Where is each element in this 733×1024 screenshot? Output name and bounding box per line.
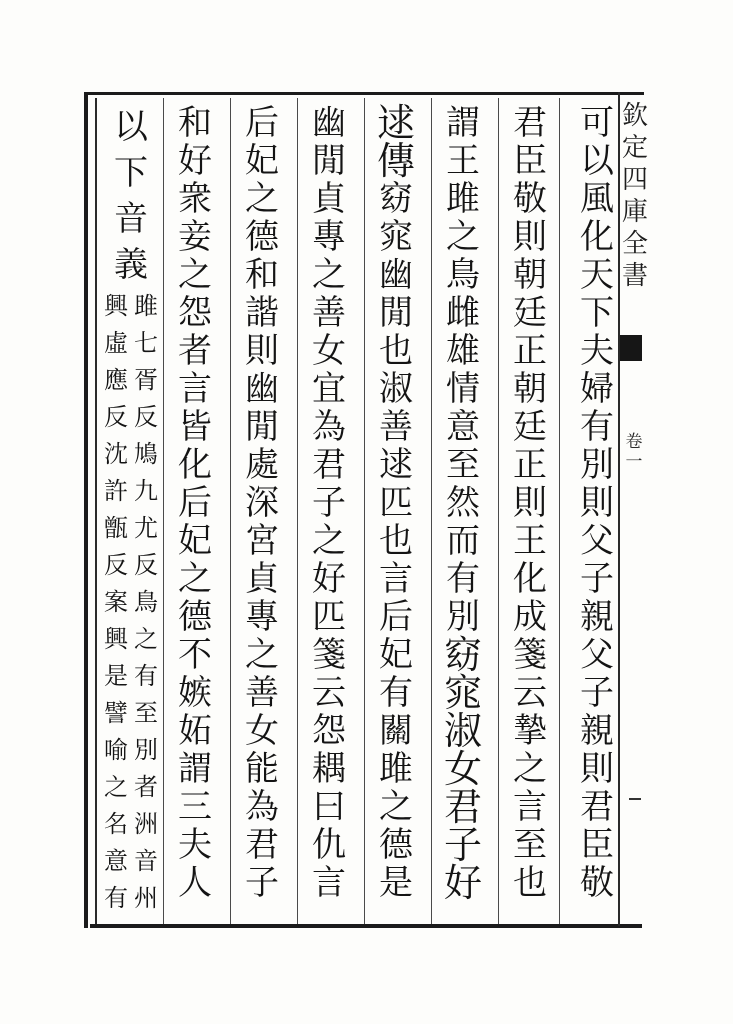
- text-char: 則: [245, 331, 279, 371]
- text-char: 淑: [379, 369, 413, 409]
- text-char: 深: [245, 483, 279, 523]
- margin-page-tick: [629, 798, 641, 800]
- text-char: 則: [513, 217, 547, 257]
- text-char: 逑: [376, 101, 415, 145]
- annotation-char: 興: [104, 292, 128, 320]
- text-char: 廷: [513, 293, 547, 333]
- annotation-row: [100, 732, 162, 769]
- text-char: 以: [114, 107, 148, 147]
- frame-left-inner-border: [95, 98, 97, 924]
- text-char: 為: [245, 787, 279, 827]
- annotation-row: [100, 584, 162, 621]
- text-char: 別: [446, 597, 480, 637]
- text-char: 成: [513, 597, 547, 637]
- text-char: 子: [312, 483, 346, 523]
- annotation-row: [100, 325, 162, 362]
- text-char: 別: [580, 445, 614, 485]
- text-char: 傳: [376, 139, 415, 183]
- text-char: 朝: [513, 369, 547, 409]
- text-char: 者: [178, 331, 212, 371]
- annotation-row: [100, 510, 162, 547]
- text-char: 之: [379, 787, 413, 827]
- text-char: 好: [312, 559, 346, 599]
- text-char: 妃: [245, 141, 279, 181]
- annotation-row: [100, 436, 162, 473]
- text-char: 德: [245, 217, 279, 257]
- text-char: 言: [312, 863, 346, 903]
- text-char: 貞: [245, 559, 279, 599]
- text-char: 王: [446, 141, 480, 181]
- text-char: 關: [379, 711, 413, 751]
- text-char: 幽: [312, 103, 346, 143]
- text-char: 王: [513, 521, 547, 561]
- text-char: 幽: [245, 369, 279, 409]
- text-char: 親: [580, 597, 614, 637]
- text-char: 之: [312, 521, 346, 561]
- text-char: 女: [245, 711, 279, 751]
- text-char: 好: [443, 861, 482, 905]
- text-column: [164, 104, 226, 920]
- annotation-char: 喻: [104, 736, 128, 764]
- text-char: 子: [443, 823, 482, 867]
- annotation-row: [100, 473, 162, 510]
- text-char: 是: [379, 863, 413, 903]
- annotation-char: 音: [134, 847, 158, 875]
- text-char: 德: [379, 825, 413, 865]
- text-char: 言: [178, 369, 212, 409]
- text-char: 廷: [513, 407, 547, 447]
- text-char: 謂: [178, 749, 212, 789]
- annotation-char: 九: [134, 477, 158, 505]
- annotation-char: 雎: [134, 292, 158, 320]
- text-column: [100, 104, 162, 920]
- text-char: 下: [114, 153, 148, 193]
- text-char: 箋: [312, 635, 346, 675]
- annotation-char: 胥: [134, 366, 158, 394]
- text-char: 雌: [446, 293, 480, 333]
- text-char: 匹: [379, 483, 413, 523]
- text-char: 謂: [446, 103, 480, 143]
- text-char: 窈: [443, 633, 482, 677]
- text-char: 意: [446, 407, 480, 447]
- annotation-row: [100, 769, 162, 806]
- text-char: 善: [245, 673, 279, 713]
- text-char: 淑: [443, 709, 482, 753]
- annotation-char: 興: [104, 625, 128, 653]
- text-char: 妬: [178, 711, 212, 751]
- text-char: 雎: [379, 749, 413, 789]
- annotation-char: 者: [134, 773, 158, 801]
- text-column: [231, 104, 293, 920]
- annotation-char: 反: [104, 403, 128, 431]
- text-char: 之: [446, 217, 480, 257]
- annotation-char: 有: [134, 662, 158, 690]
- text-char: 宜: [312, 369, 346, 409]
- text-char: 為: [312, 407, 346, 447]
- text-char: 子: [245, 863, 279, 903]
- text-char: 君: [580, 787, 614, 827]
- text-char: 人: [178, 863, 212, 903]
- annotation-char: 是: [104, 662, 128, 690]
- text-char: 妃: [178, 521, 212, 561]
- text-char: 閒: [245, 407, 279, 447]
- annotation-char: 甑: [104, 514, 128, 542]
- text-char: 臣: [580, 825, 614, 865]
- text-char: 言: [379, 559, 413, 599]
- text-char: 怨: [178, 293, 212, 333]
- margin-title-char: 全: [622, 229, 649, 259]
- text-char: 嫉: [178, 673, 212, 713]
- text-char: 言: [513, 787, 547, 827]
- text-column: [298, 104, 360, 920]
- text-char: 衆: [178, 179, 212, 219]
- text-char: 而: [446, 521, 480, 561]
- annotation-char: 州: [134, 884, 158, 912]
- annotation-char: 許: [104, 477, 128, 505]
- text-char: 后: [178, 483, 212, 523]
- text-char: 婦: [580, 369, 614, 409]
- text-char: 可: [580, 103, 614, 143]
- annotation-char: 案: [104, 588, 128, 616]
- text-char: 箋: [513, 635, 547, 675]
- text-char: 則: [513, 483, 547, 523]
- annotation-char: 別: [134, 736, 158, 764]
- text-char: 正: [513, 445, 547, 485]
- text-char: 父: [580, 635, 614, 675]
- text-char: 窕: [443, 671, 482, 715]
- text-char: 女: [312, 331, 346, 371]
- text-char: 親: [580, 711, 614, 751]
- text-char: 夫: [178, 825, 212, 865]
- text-char: 至: [446, 445, 480, 485]
- text-char: 宮: [245, 521, 279, 561]
- text-char: 雄: [446, 331, 480, 371]
- text-column: [499, 104, 561, 920]
- text-char: 貞: [312, 179, 346, 219]
- frame-top-border: [84, 92, 644, 95]
- text-char: 化: [178, 445, 212, 485]
- text-char: 然: [446, 483, 480, 523]
- annotation-row: [100, 658, 162, 695]
- text-char: 幽: [379, 255, 413, 295]
- text-char: 后: [379, 597, 413, 637]
- text-char: 不: [178, 635, 212, 675]
- text-char: 好: [178, 141, 212, 181]
- text-char: 風: [580, 179, 614, 219]
- annotation-char: 名: [104, 810, 128, 838]
- text-char: 曰: [312, 787, 346, 827]
- annotation-row: [100, 843, 162, 880]
- text-char: 處: [245, 445, 279, 485]
- text-char: 能: [245, 749, 279, 789]
- text-char: 下: [580, 293, 614, 333]
- text-char: 諧: [245, 293, 279, 333]
- text-char: 敬: [580, 863, 614, 903]
- text-char: 君: [312, 445, 346, 485]
- text-char: 則: [580, 483, 614, 523]
- text-char: 匹: [312, 597, 346, 637]
- text-char: 之: [312, 255, 346, 295]
- annotation-char: 尤: [134, 514, 158, 542]
- text-char: 有: [379, 673, 413, 713]
- text-char: 云: [312, 673, 346, 713]
- text-char: 至: [513, 825, 547, 865]
- annotation-row: [100, 288, 162, 325]
- text-char: 妃: [379, 635, 413, 675]
- text-char: 君: [245, 825, 279, 865]
- text-char: 也: [379, 521, 413, 561]
- margin-title-char: 定: [622, 133, 649, 163]
- text-char: 君: [443, 785, 482, 829]
- text-char: 子: [580, 559, 614, 599]
- text-char: 朝: [513, 255, 547, 295]
- text-char: 耦: [312, 749, 346, 789]
- text-char: 則: [580, 749, 614, 789]
- text-char: 天: [580, 255, 614, 295]
- annotation-char: 反: [134, 551, 158, 579]
- text-char: 皆: [178, 407, 212, 447]
- text-char: 怨: [312, 711, 346, 751]
- text-char: 化: [580, 217, 614, 257]
- annotation-char: 譬: [104, 699, 128, 727]
- margin-juan-char: 一: [625, 452, 643, 472]
- text-char: 以: [580, 141, 614, 181]
- text-char: 窕: [379, 217, 413, 257]
- margin-juan-char: 卷: [625, 432, 643, 452]
- annotation-row: [100, 621, 162, 658]
- text-char: 云: [513, 673, 547, 713]
- annotation-char: 有: [104, 884, 128, 912]
- annotation-char: 應: [104, 366, 128, 394]
- text-char: 雎: [446, 179, 480, 219]
- text-char: 有: [446, 559, 480, 599]
- text-column: [432, 104, 494, 920]
- text-char: 子: [580, 673, 614, 713]
- annotation-char: 反: [104, 551, 128, 579]
- annotation-row: [100, 695, 162, 732]
- text-char: 敬: [513, 179, 547, 219]
- text-char: 逑: [379, 445, 413, 485]
- annotation-char: 七: [134, 329, 158, 357]
- text-char: 之: [245, 635, 279, 675]
- text-char: 義: [114, 245, 148, 285]
- text-char: 仇: [312, 825, 346, 865]
- text-char: 鳥: [446, 255, 480, 295]
- text-char: 女: [443, 747, 482, 791]
- text-char: 德: [178, 597, 212, 637]
- annotation-char: 至: [134, 699, 158, 727]
- text-char: 有: [580, 407, 614, 447]
- text-char: 之: [245, 179, 279, 219]
- margin-title-char: 四: [622, 165, 649, 195]
- annotation-char: 意: [104, 847, 128, 875]
- text-char: 三: [178, 787, 212, 827]
- text-char: 專: [245, 597, 279, 637]
- text-char: 正: [513, 331, 547, 371]
- text-column: [365, 101, 427, 920]
- annotation-row: [100, 880, 162, 917]
- annotation-char: 鳥: [134, 588, 158, 616]
- text-char: 化: [513, 559, 547, 599]
- margin-title-char: 書: [622, 261, 649, 291]
- text-char: 也: [513, 863, 547, 903]
- text-char: 摯: [513, 711, 547, 751]
- text-char: 也: [379, 331, 413, 371]
- text-char: 和: [245, 255, 279, 295]
- text-char: 夫: [580, 331, 614, 371]
- margin-title-char: 庫: [622, 197, 649, 227]
- annotation-char: 反: [134, 403, 158, 431]
- text-char: 專: [312, 217, 346, 257]
- text-char: 善: [312, 293, 346, 333]
- annotation-char: 虛: [104, 329, 128, 357]
- margin-title-char: 欽: [622, 101, 649, 131]
- annotation-char: 之: [104, 773, 128, 801]
- text-char: 臣: [513, 141, 547, 181]
- text-column: [566, 104, 628, 920]
- text-char: 父: [580, 521, 614, 561]
- text-char: 君: [513, 103, 547, 143]
- text-char: 閒: [312, 141, 346, 181]
- annotation-char: 之: [134, 625, 158, 653]
- text-char: 之: [513, 749, 547, 789]
- text-char: 和: [178, 103, 212, 143]
- frame-bottom-border: [90, 924, 642, 928]
- annotation-row: [100, 806, 162, 843]
- annotation-row: [100, 362, 162, 399]
- text-char: 后: [245, 103, 279, 143]
- annotation-char: 洲: [134, 810, 158, 838]
- text-char: 窈: [379, 179, 413, 219]
- annotation-row: [100, 547, 162, 584]
- text-char: 妾: [178, 217, 212, 257]
- text-char: 善: [379, 407, 413, 447]
- frame-left-border: [84, 92, 88, 928]
- text-char: 音: [114, 199, 148, 239]
- text-char: 情: [446, 369, 480, 409]
- text-char: 閒: [379, 293, 413, 333]
- annotation-char: 沈: [104, 440, 128, 468]
- text-char: 之: [178, 559, 212, 599]
- annotation-row: [100, 399, 162, 436]
- annotation-char: 鳩: [134, 440, 158, 468]
- text-char: 之: [178, 255, 212, 295]
